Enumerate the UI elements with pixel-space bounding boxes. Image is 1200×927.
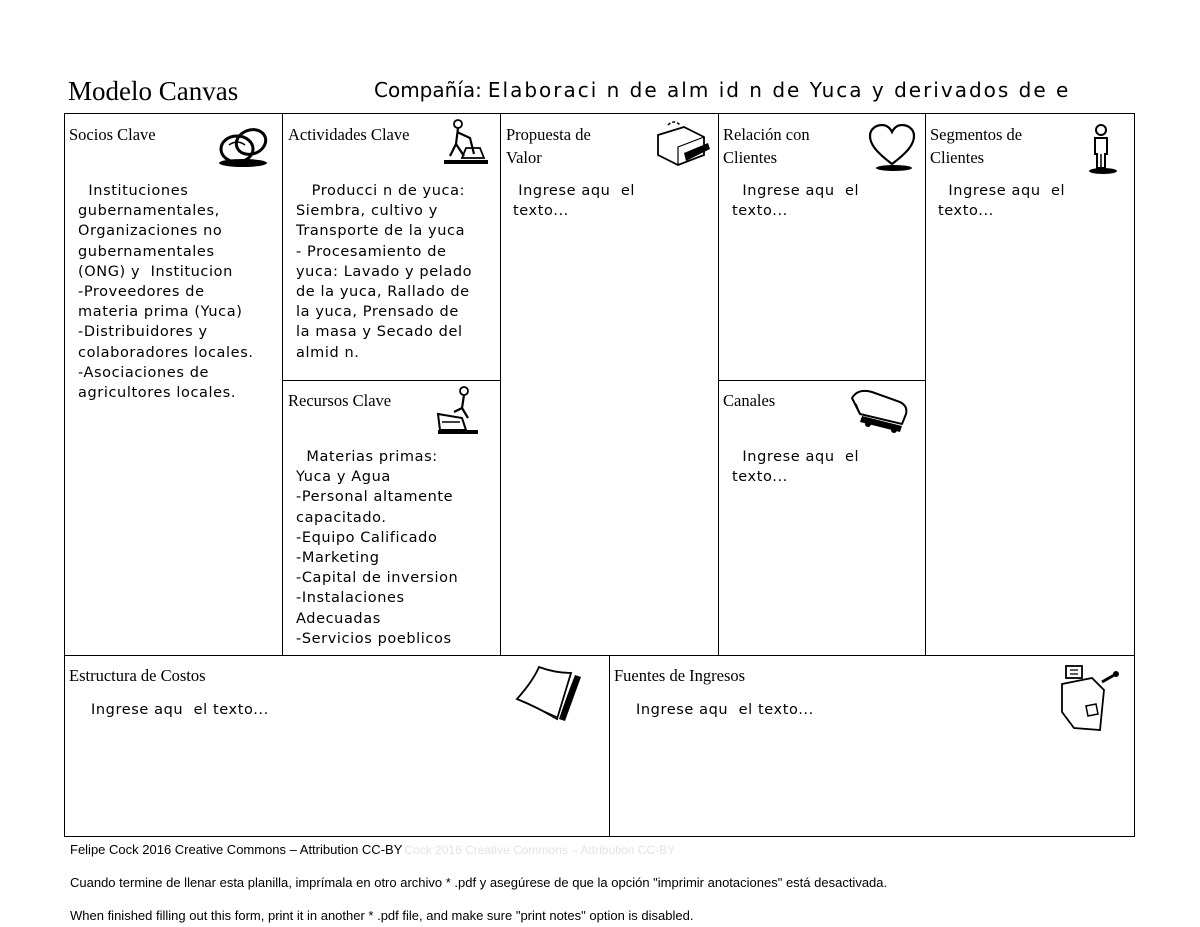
- worker-machine-icon: [432, 384, 482, 440]
- footer-note-es: Cuando termine de llenar esta planilla, imprímala en otro archivo * .pdf y asegúrese de que la opción "imprimir anotaciones" está desactivada.: [70, 875, 888, 890]
- person-icon: [1083, 122, 1123, 176]
- page-title: Modelo Canvas: [68, 76, 239, 106]
- block-label: Socios Clave: [69, 125, 156, 144]
- block-fuentes-ingresos: [610, 655, 1134, 836]
- block-socios-clave: [65, 114, 282, 655]
- block-text-input[interactable]: Ingrese aqu el texto...: [938, 183, 1066, 220]
- block-label-line1: Segmentos de: [930, 125, 1023, 144]
- block-text-input[interactable]: Ingrese aqu el texto...: [513, 183, 635, 220]
- credit-text: Felipe Cock 2016 Creative Commons – Attribution CC-BY: [70, 842, 403, 857]
- block-label-line1: Propuesta de: [506, 125, 591, 144]
- block-text-input[interactable]: Ingrese aqu el texto...: [636, 702, 814, 718]
- cash-register-icon: [1056, 660, 1122, 736]
- footer-note-en: When finished filling out this form, print it in another * .pdf file, and make sure "print notes" option is disabled.: [70, 908, 694, 923]
- block-text-input[interactable]: Ingrese aqu el texto...: [732, 449, 860, 486]
- block-canales: [718, 380, 925, 655]
- block-label-line2: Clientes: [723, 148, 778, 167]
- chain-links-icon: [215, 123, 271, 169]
- truck-icon: [848, 384, 914, 436]
- block-text-input[interactable]: Materias primas: Yuca y Agua -Personal altamente capacitado. -Equipo Calificado -Marketing -Capital de inversion -Instalaciones Adecuadas -Servicios poeblicos: [296, 449, 459, 647]
- company-line: [374, 78, 1070, 102]
- block-actividades-clave: [282, 114, 500, 380]
- block-text-input[interactable]: Instituciones gubernamentales, Organizaciones no gubernamentales (ONG) y Institucion -Proveedores de materia prima (Yuca) -Distribuidores y colaboradores locales. -Asociaciones de agricultores locales.: [78, 183, 254, 402]
- block-label: Fuentes de Ingresos: [614, 666, 746, 685]
- footer-credit: [70, 842, 675, 857]
- block-label: Recursos Clave: [288, 391, 392, 410]
- gift-box-icon: [654, 119, 712, 171]
- block-relacion-clientes: [718, 114, 925, 380]
- block-text-input[interactable]: Ingrese aqu el texto...: [732, 183, 860, 220]
- block-label: Canales: [723, 391, 776, 410]
- block-label-line2: Clientes: [930, 148, 985, 167]
- paper-stack-icon: [509, 663, 589, 725]
- block-label: Actividades Clave: [288, 125, 410, 144]
- block-label-line2: Valor: [506, 148, 542, 167]
- block-text-input[interactable]: Ingrese aqu el texto...: [91, 702, 269, 718]
- block-propuesta-valor: [500, 114, 718, 655]
- block-label: Estructura de Costos: [69, 666, 206, 685]
- worker-icon: [440, 118, 490, 168]
- company-input[interactable]: Elaboraci n de alm id n de Yuca y derivados de e: [487, 78, 1071, 102]
- credit-ghost-text: Cock 2016 Creative Commons – Attribution CC-BY: [404, 843, 676, 857]
- canvas-grid: [64, 113, 1135, 837]
- block-segmentos-clientes: [925, 114, 1134, 655]
- block-text-input[interactable]: Producci n de yuca: Siembra, cultivo y Transporte de la yuca - Procesamiento de yuca: Lavado y pelado de la yuca, Rallado de la yuca, Prensado de la masa y Secado del almid n.: [296, 183, 473, 361]
- block-label-line1: Relación con: [723, 125, 810, 144]
- heart-icon: [866, 122, 918, 172]
- block-recursos-clave: [282, 380, 500, 655]
- company-label: Compañía:: [374, 78, 482, 102]
- block-estructura-costos: [65, 655, 609, 836]
